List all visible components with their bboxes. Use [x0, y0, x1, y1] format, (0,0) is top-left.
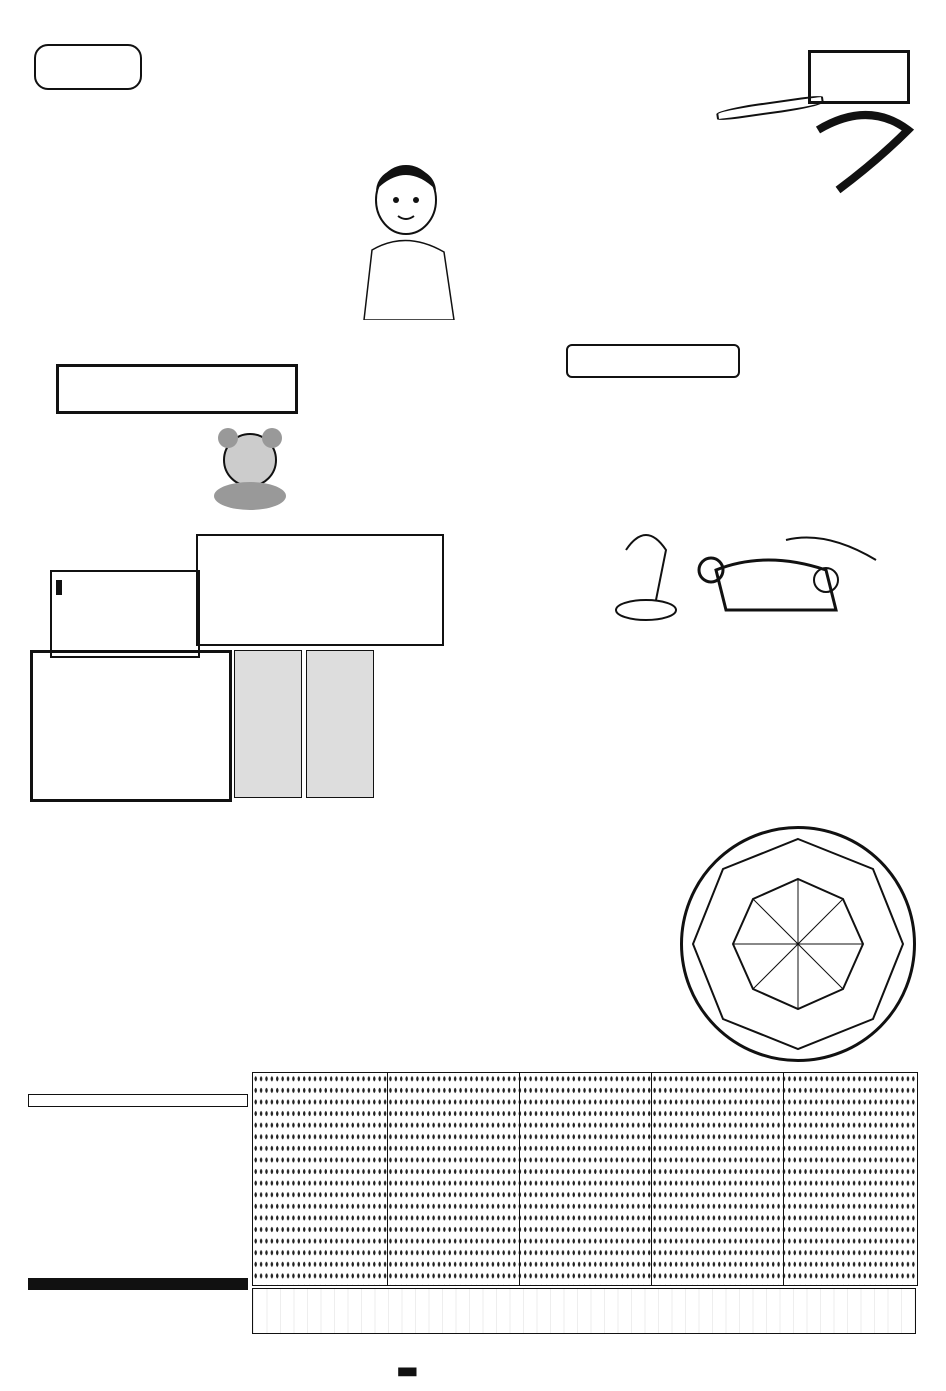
trend-summary-digits	[252, 1288, 916, 1344]
tarot-photos	[234, 650, 374, 796]
right-top-block	[544, 162, 924, 306]
trend-grid	[252, 1072, 918, 1286]
tarot-box	[30, 650, 232, 802]
mitu-box	[196, 534, 444, 646]
zodiac-wheel	[680, 826, 916, 1062]
guess-tag	[56, 580, 62, 595]
top-border-strip	[0, 0, 946, 22]
balls-row	[354, 112, 734, 156]
slogan-box	[34, 44, 142, 90]
phone-box	[566, 344, 740, 378]
draw-box	[56, 364, 298, 414]
results-table	[28, 1094, 248, 1107]
flag-badge	[808, 50, 910, 104]
guess-box	[50, 570, 200, 658]
right-border-strip	[924, 22, 946, 1362]
footer-dash-icon: ▬	[396, 1356, 419, 1384]
summary-wrap	[28, 1278, 248, 1290]
results-table-wrap	[28, 1094, 248, 1107]
woman-photo	[354, 160, 464, 320]
teddy-illustration	[190, 420, 320, 510]
results-header	[29, 1095, 248, 1107]
left-border-strip	[2, 22, 24, 1362]
ox-illustration	[606, 510, 906, 640]
summary-header	[28, 1278, 248, 1290]
